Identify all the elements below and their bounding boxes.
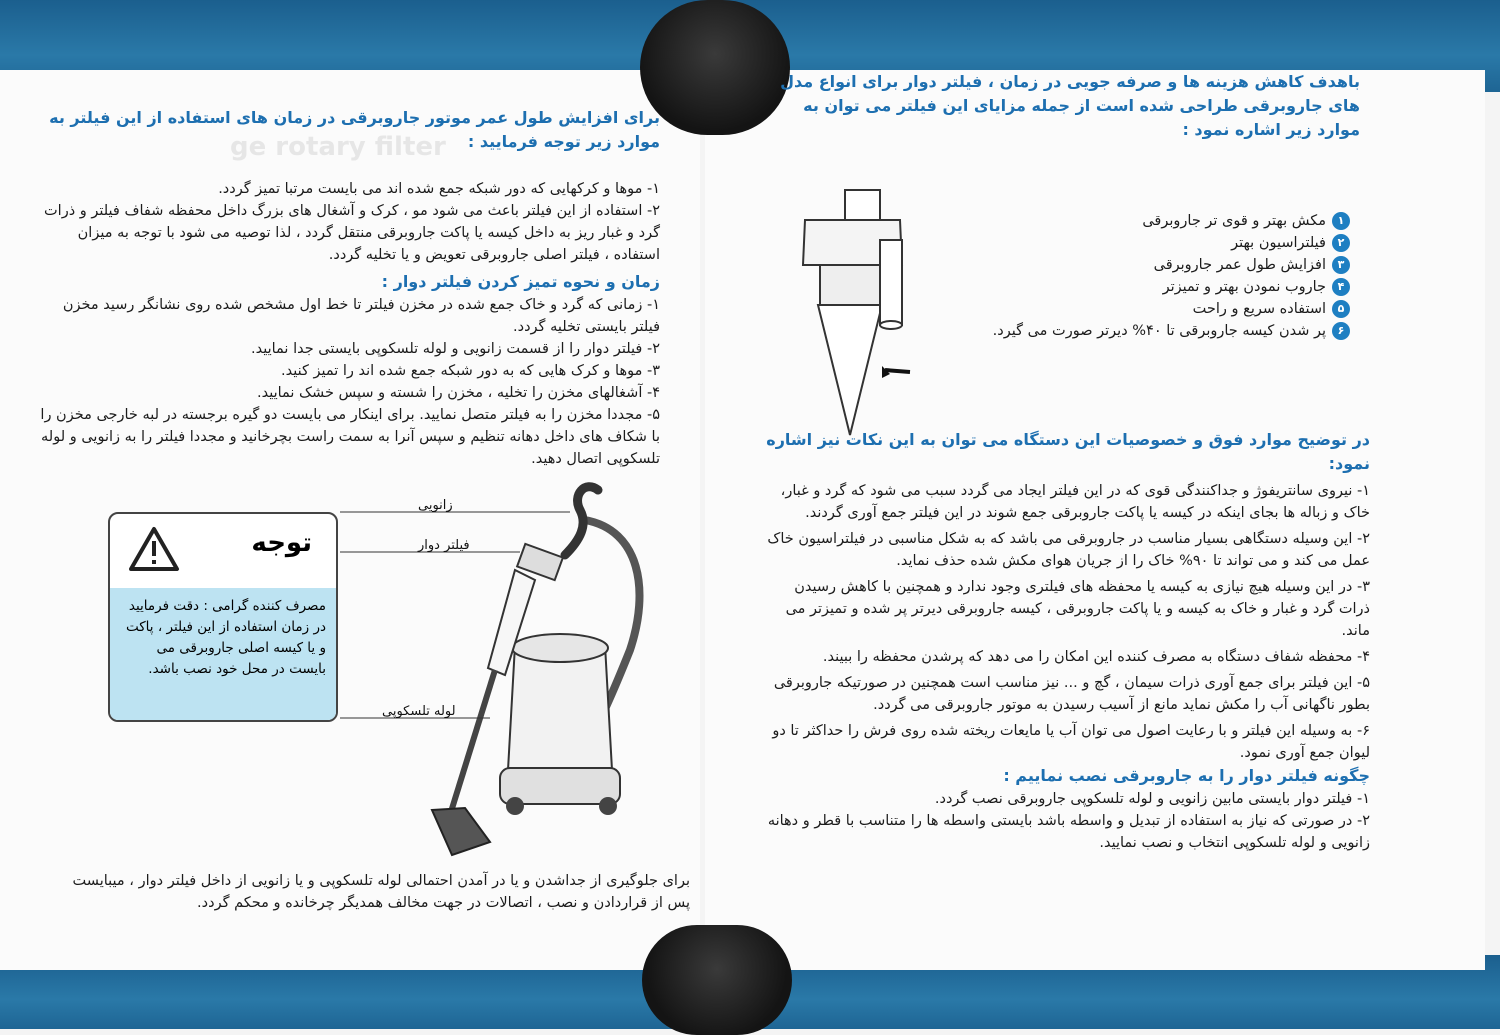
label-rotary-filter: فیلتر دوار (418, 538, 470, 553)
warning-text: مصرف کننده گرامی : دقت فرمایید در زمان استفاده از این فیلتر ، پاکت و یا کیسه اصلی جاروبرقی می بایست در محل خود نصب باشد. (110, 588, 336, 720)
explain-2: ۲- این وسیله دستگاهی بسیار مناسب در جاروبرقی می باشد که به شکل مناسبی در فیلتراسیون خاک عمل می کند و می تواند تا ۹۰% خاک را از جریان هوای مکش شده حذف نماید. (767, 531, 1370, 569)
benefit-1 (940, 210, 1350, 232)
benefit-text: افزایش طول عمر جاروبرقی (1153, 257, 1326, 273)
benefit-5 (940, 298, 1350, 320)
benefit-6 (940, 320, 1350, 342)
benefit-2 (940, 232, 1350, 254)
cleaning-step-3: ۳- موها و کرک هایی که به دور شبکه جمع شده اند را تمیز کنید. (281, 363, 660, 379)
benefit-number: ۱ (1332, 212, 1350, 230)
benefit-number: ۴ (1332, 278, 1350, 296)
benefit-text: استفاده سریع و راحت (1192, 301, 1326, 317)
install-title: چگونه فیلتر دوار را به جاروبرقی نصب نماییم : (1003, 766, 1370, 785)
right-intro (760, 70, 1360, 142)
cleaning-title: زمان و نحوه تمیز کردن فیلتر دوار : (381, 272, 660, 291)
bottom-note-text: برای جلوگیری از جداشدن و یا در آمدن احتمالی لوله تلسکوپی و یا زانویی از داخل فیلتر دوار ، میبایست پس از قراردادن و نصب ، اتصالات در جهت مخالف همدیگر چرخانده و محکم گردد. (72, 873, 690, 911)
benefit-number: ۳ (1332, 256, 1350, 274)
benefits-list (940, 210, 1350, 342)
cleaning-step-2: ۲- فیلتر دوار را از قسمت زانویی و لوله تلسکوپی بایستی جدا نمایید. (251, 341, 660, 357)
install-step-2: ۲- در صورتی که نیاز به استفاده از تبدیل و واسطه باشد بایستی واسطه ها را متناسب با قطر و دهانه زانویی و لوله تلسکوپی انتخاب و نصب نمایید. (767, 813, 1370, 851)
cleaning-step-4: ۴- آشغالهای مخزن را تخلیه ، مخزن را شسته و سپس خشک نمایید. (256, 385, 660, 401)
warning-title: توجه (251, 528, 312, 558)
benefit-text: جاروب نمودن بهتر و تمیزتر (1162, 279, 1326, 295)
left-tips (40, 178, 660, 470)
tip-1: ۱- موها و کرکهایی که دور شبکه جمع شده اند می بایست مرتبا تمیز گردد. (218, 181, 660, 197)
left-intro-text: برای افزایش طول عمر موتور جاروبرقی در زمان های استفاده از این فیلتر به موارد زیر توجه فرمایید : (49, 108, 660, 151)
explain-4: ۴- محفظه شفاف دستگاه به مصرف کننده این امکان را می دهد که پرشدن محفظه را ببیند. (822, 649, 1370, 665)
benefit-3 (940, 254, 1350, 276)
vacuum-cleaner-illustration (340, 470, 670, 870)
explain-3: ۳- در این وسیله هیچ نیازی به کیسه یا محفظه های فیلتری وجود ندارد و همچنین با کاهش رسیدن ذرات گرد و غبار و خاک به کیسه و یا پاکت جاروبرقی ، کیسه جاروبرقی دیرتر پر شده و تمیزتر می ماند. (785, 579, 1370, 639)
binding-hole-bottom (642, 925, 792, 1035)
label-telescopic-tube: لوله تلسکوپی (382, 704, 456, 719)
watermark-text: ge rotary filter (230, 132, 446, 162)
benefit-number: ۲ (1332, 234, 1350, 252)
benefit-text: پر شدن کیسه جاروبرقی تا ۴۰% دیرتر صورت می گیرد. (992, 323, 1326, 339)
benefit-text: فیلتراسیون بهتر (1231, 235, 1326, 251)
explain-5: ۵- این فیلتر برای جمع آوری ذرات سیمان ، گچ و ... نیز مناسب است همچنین در صورتیکه جاروبرقی بطور ناگهانی آب را مکش نماید مانع از آسیب رسیدن به موتور جاروبرقی می گردد. (773, 675, 1370, 713)
benefit-text: مکش بهتر و قوی تر جاروبرقی (1142, 213, 1326, 229)
right-intro-text: باهدف کاهش هزینه ها و صرفه جویی در زمان ، فیلتر دوار برای انواع مدل های جاروبرقی طراحی شده است از جمله مزایای این فیلتر می توان به موارد زیر اشاره نمود : (780, 72, 1360, 139)
cleaning-step-1: ۱- زمانی که گرد و خاک جمع شده در مخزن فیلتر تا خط اول مشخص شده روی نشانگر رسید مخزن فیلتر بایستی تخلیه گردد. (62, 297, 660, 335)
warning-box (108, 512, 338, 722)
install-step-1: ۱- فیلتر دوار بایستی مابین زانویی و لوله تلسکوپی جاروبرقی نصب گردد. (934, 791, 1370, 807)
cleaning-step-5: ۵- مجددا مخزن را به فیلتر متصل نمایید. برای اینکار می بایست دو گیره برجسته در لبه خارجی مخزن را با شکاف های داخل دهانه تنظیم و سپس آنرا به سمت راست بچرخانید و مجددا فیلتر را به زانویی و لوله تلسکوپی اتصال دهید. (40, 407, 660, 467)
explain-6: ۶- به وسیله این فیلتر و با رعایت اصول می توان آب یا مایعات ریخته شده روی فرش را حداکثر تا دو لیوان جمع آوری نمود. (772, 723, 1370, 761)
right-explanation (760, 428, 1370, 854)
benefit-number: ۶ (1332, 322, 1350, 340)
explain-title: در توضیح موارد فوق و خصوصیات این دستگاه می توان به این نکات نیز اشاره نمود: (766, 430, 1370, 473)
explain-1: ۱- نیروی سانتریفوژ و جداکنندگی قوی که در این فیلتر ایجاد می گردد سبب می شود که گرد و غبار، خاک و زباله ها بجای اینکه در کیسه یا پاکت جاروبرقی جمع شوند در این فیلتر جمع آوری گردند. (780, 483, 1370, 521)
benefit-number: ۵ (1332, 300, 1350, 318)
tip-2: ۲- استفاده از این فیلتر باعث می شود مو ، کرک و آشغال های بزرگ داخل محفظه شفاف فیلتر و ذرات گرد و غبار ریز به داخل کیسه یا پاکت جاروبرقی منتقل گردد ، لذا توصیه می شود با توجه به میزان استفاده ، فیلتر اصلی جاروبرقی تعویض و یا تخلیه گردد. (44, 203, 660, 263)
benefit-4 (940, 276, 1350, 298)
rotary-filter-diagram (790, 180, 930, 450)
warning-icon (128, 526, 180, 572)
left-bottom-note (60, 870, 690, 914)
left-intro (40, 106, 660, 154)
label-elbow: زانویی (418, 498, 453, 513)
